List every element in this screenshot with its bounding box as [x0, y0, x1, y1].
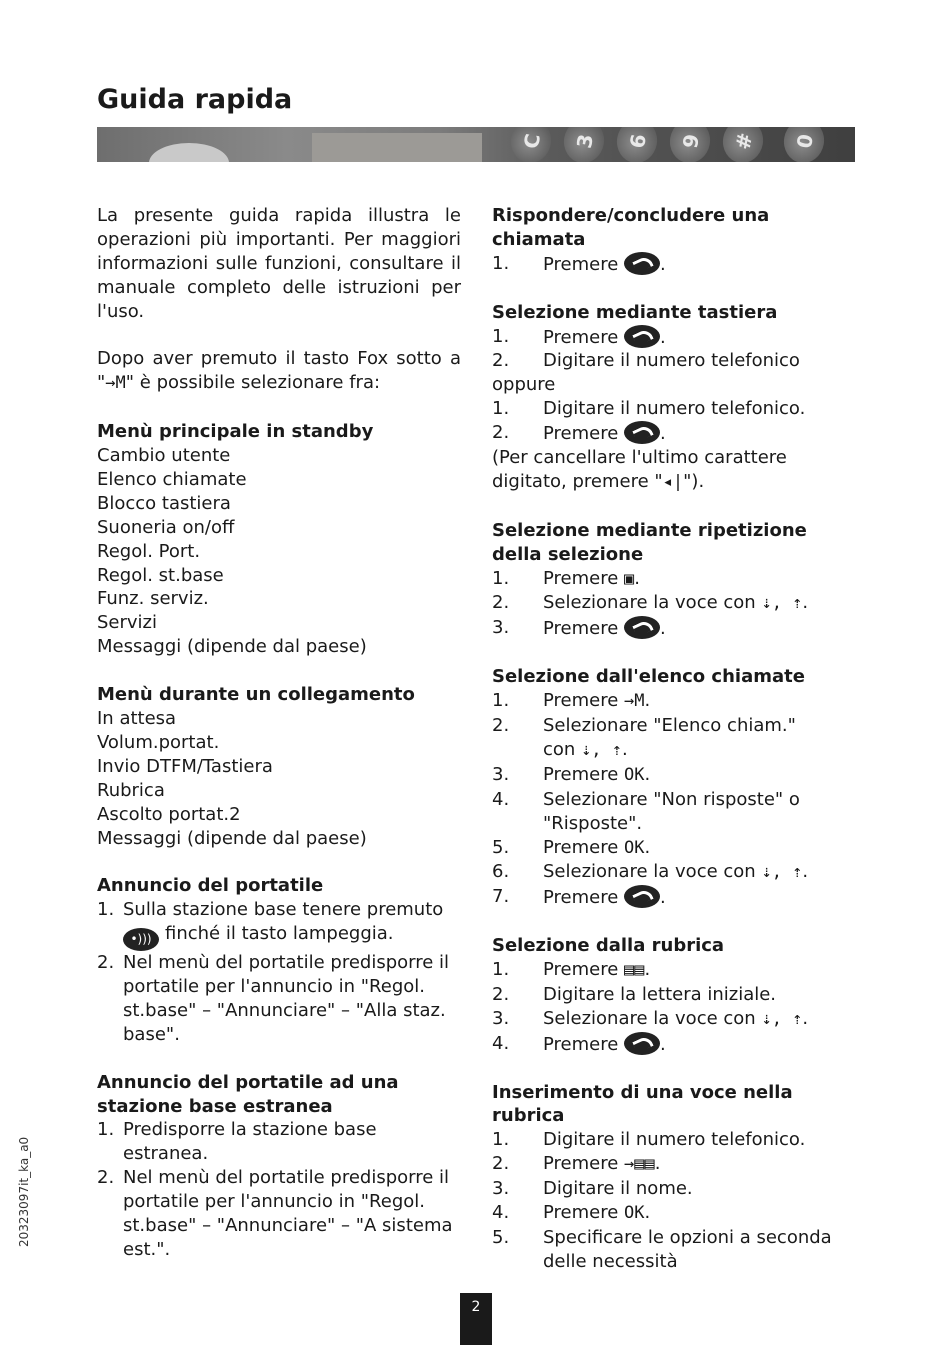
answer-heading: Rispondere/concludere una chiamata	[492, 205, 770, 250]
call-key-icon	[624, 1032, 660, 1055]
list-item: Blocco tastiera	[97, 492, 231, 514]
banner-key-9: 9	[666, 127, 713, 162]
phonebook-heading: Selezione dalla rubrica	[492, 935, 725, 957]
list-item: Ascolto portat.2	[97, 803, 241, 825]
call-key-icon	[624, 421, 660, 444]
list-item: 1. Predisporre la stazione base estranea.	[97, 1119, 377, 1165]
nav-arrows-icon: ⇣, ⇡	[761, 1008, 803, 1029]
list-item: 3. Premere .	[492, 617, 666, 640]
call-key-icon	[624, 252, 660, 275]
banner-key-0: 0	[780, 127, 827, 162]
call-key-icon	[624, 885, 660, 908]
banner-key-6: 6	[613, 127, 660, 162]
list-item: Volum.portat.	[97, 731, 220, 753]
list-item: Rubrica	[97, 779, 165, 801]
list-item: 2. Selezionare "Elenco chiam." con ⇣, ⇡.	[492, 714, 796, 760]
menu-standby-heading: Menù principale in standby	[97, 421, 374, 443]
list-item: Servizi	[97, 612, 158, 634]
list-item: 4. Premere OK.	[492, 1202, 651, 1224]
list-item: In attesa	[97, 707, 177, 729]
redial-heading: Selezione mediante ripetizione della selezione	[492, 519, 807, 565]
banner-key-hash: #	[719, 127, 766, 162]
delete-char-icon: ◂|	[662, 471, 684, 492]
list-item: 6. Selezionare la voce con ⇣, ⇡.	[492, 861, 809, 883]
list-item: Messaggi (dipende dal paese)	[97, 636, 367, 658]
ok-icon: OK	[624, 837, 645, 858]
nav-arrows-icon: ⇣, ⇡	[761, 862, 803, 883]
page-button-icon: •)))	[123, 928, 159, 951]
list-item: 1. Digitare il numero telefonico.	[492, 1129, 806, 1151]
list-item: 2. Nel menù del portatile predisporre il portatile per l'annuncio in "Regol. st.base" – "Annunciare" – "A sistema est.".	[97, 1167, 453, 1260]
list-item: 4. Premere .	[492, 1032, 666, 1055]
phonebook-entry-heading: Inserimento di una voce nella rubrica	[492, 1081, 793, 1127]
banner-phone-display	[312, 133, 482, 162]
list-item: 2. Digitare la lettera iniziale.	[492, 983, 777, 1005]
list-item: 7. Premere .	[492, 886, 666, 909]
list-item: Invio DTFM/Tastiera	[97, 755, 273, 777]
list-item: 5. Specificare le opzioni a seconda delle necessità	[492, 1226, 832, 1272]
list-item: 3. Premere OK.	[492, 763, 651, 785]
nav-arrows-icon: ⇣, ⇡	[581, 739, 623, 760]
list-item: Regol. Port.	[97, 540, 201, 562]
list-item: 2. Digitare il numero telefonico	[492, 350, 800, 372]
list-item: 1. Premere .	[492, 252, 666, 275]
list-item: Elenco chiamate	[97, 468, 247, 490]
page-number: 2	[460, 1293, 492, 1345]
call-key-icon	[624, 616, 660, 639]
list-item: 4. Selezionare "Non risposte" o "Risposte".	[492, 788, 800, 834]
call-key-icon	[624, 325, 660, 348]
banner-key-3: 3	[560, 127, 607, 162]
phonebook-icon: ▤▤	[624, 960, 645, 981]
list-item: Funz. serviz.	[97, 588, 209, 610]
call-list-heading: Selezione dall'elenco chiamate	[492, 666, 805, 688]
fox-phonebook-icon: →▤▤	[624, 1154, 655, 1175]
oppure-text: oppure	[492, 374, 556, 396]
list-item: •))) finché il tasto lampeggia.	[97, 922, 461, 951]
fox-menu-icon: →M	[105, 373, 126, 394]
banner-button-arc	[149, 143, 229, 162]
list-item: 1. Premere ▤▤.	[492, 959, 651, 981]
announce-foreign-heading: Annuncio del portatile ad una stazione base estranea	[97, 1071, 399, 1117]
list-item: 1. Digitare il numero telefonico.	[492, 398, 806, 420]
list-item: 2. Premere →▤▤.	[492, 1153, 661, 1175]
redial-icon: ▣	[624, 568, 635, 589]
list-item: 2. Selezionare la voce con ⇣, ⇡.	[492, 592, 809, 614]
list-item: 5. Premere OK.	[492, 836, 651, 858]
list-item: 1. Premere ▣.	[492, 567, 641, 589]
delete-note: (Per cancellare l'ultimo carattere digitato, premere "◂|").	[492, 447, 787, 492]
fox-menu-icon: →M	[624, 691, 645, 712]
list-item: 2. Nel menù del portatile predisporre il portatile per l'annuncio in "Regol. st.base" – "Annunciare" – "Alla staz. base".	[97, 952, 450, 1045]
list-item: 2. Premere .	[492, 422, 666, 445]
dial-keypad-heading: Selezione mediante tastiera	[492, 301, 778, 323]
list-item: Messaggi (dipende dal paese)	[97, 827, 367, 849]
announce-heading: Annuncio del portatile	[97, 875, 324, 897]
list-item: 1. Sulla stazione base tenere premuto	[97, 899, 444, 921]
list-item: Suoneria on/off	[97, 516, 235, 538]
list-item: 3. Digitare il nome.	[492, 1178, 693, 1200]
left-column	[97, 204, 461, 1262]
banner-key-c: C	[507, 127, 554, 162]
document-code: 20323097it_ka_a0	[17, 1136, 31, 1247]
phone-keypad-banner-image	[97, 127, 855, 162]
ok-icon: OK	[624, 764, 645, 785]
list-item: 3. Selezionare la voce con ⇣, ⇡.	[492, 1007, 809, 1029]
page-title: Guida rapida	[97, 84, 293, 115]
ok-icon: OK	[624, 1203, 645, 1224]
fox-paragraph: Dopo aver premuto il tasto Fox sotto a "→M" è possibile selezionare fra:	[97, 348, 461, 394]
list-item: 1. Premere →M.	[492, 690, 651, 712]
list-item: Regol. st.base	[97, 564, 224, 586]
list-item: 1. Premere .	[492, 325, 666, 348]
list-item: Cambio utente	[97, 445, 231, 467]
right-column	[492, 204, 857, 1274]
nav-arrows-icon: ⇣, ⇡	[761, 593, 803, 614]
intro-paragraph: La presente guida rapida illustra le operazioni più importanti. Per maggiori informazioni sulle funzioni, consultare il manuale completo delle istruzioni per l'uso.	[97, 205, 461, 322]
menu-call-heading: Menù durante un collegamento	[97, 684, 415, 706]
